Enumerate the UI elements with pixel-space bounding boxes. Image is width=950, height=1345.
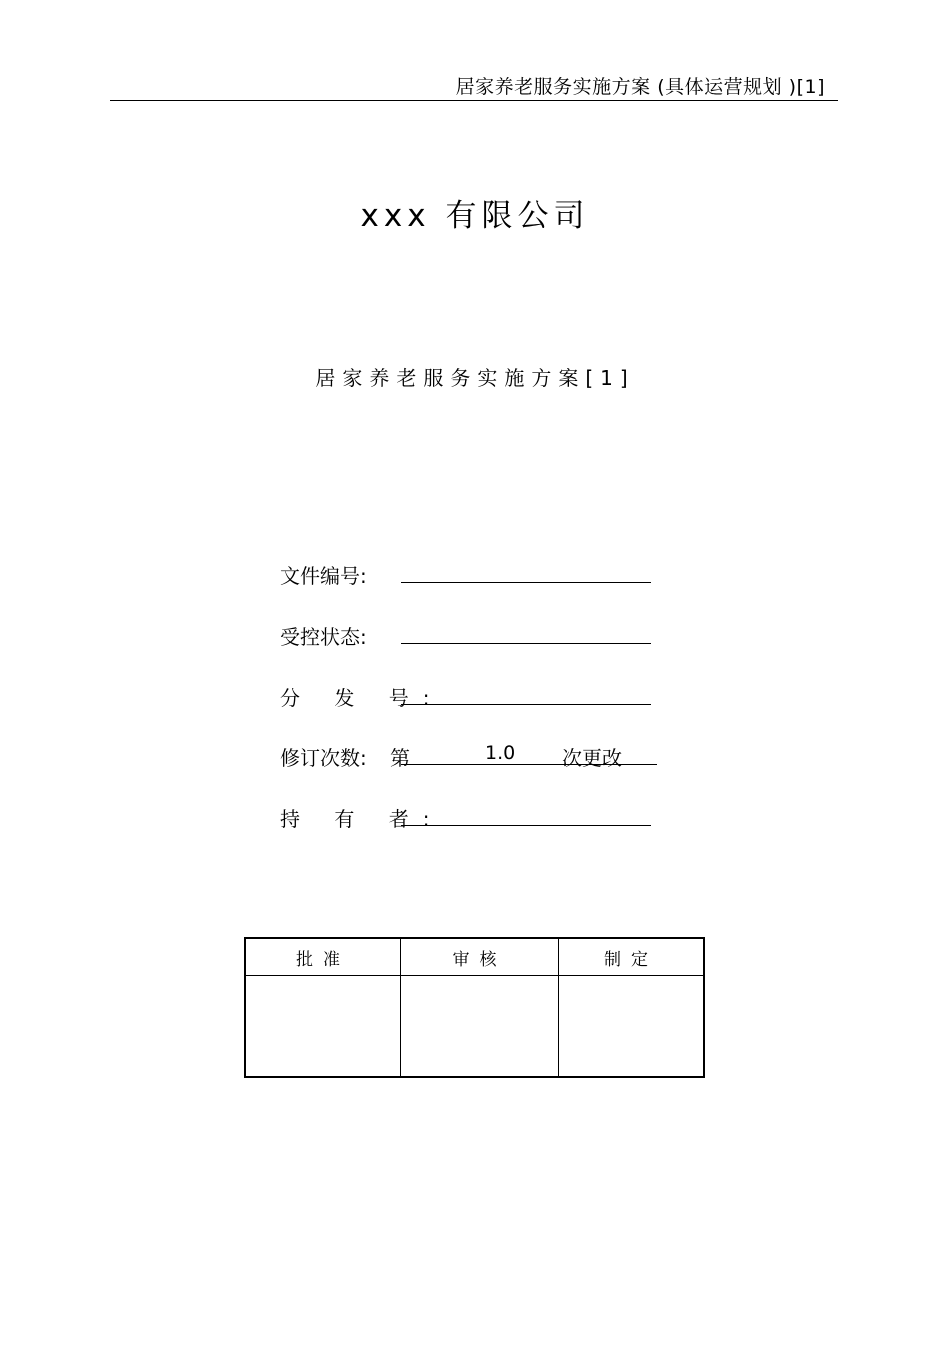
review-signature-cell: [401, 976, 559, 1078]
revision-line: [401, 764, 657, 765]
approval-header-row: [245, 938, 704, 976]
prepare-signature-cell: [559, 976, 705, 1078]
holder-label: 持 有 者:: [280, 807, 444, 831]
running-header: 居家养老服务实施方案 (具体运营规划 )[1]: [455, 76, 825, 98]
prepare-header: 制定: [559, 938, 705, 976]
revision-label: 修订次数:: [280, 746, 367, 770]
control-status-line: [401, 643, 651, 644]
revision-suffix: 次更改: [562, 746, 622, 770]
revision-value: 1.0: [485, 742, 516, 764]
approval-signature-row: [245, 976, 704, 1078]
document-title: 居家养老服务实施方案[1]: [315, 366, 635, 390]
distribution-number-line: [401, 704, 651, 705]
control-status-label: 受控状态:: [280, 625, 367, 649]
revision-prefix: 第: [390, 746, 410, 770]
file-number-label: 文件编号:: [280, 564, 367, 588]
approve-header: 批准: [245, 938, 401, 976]
approve-signature-cell: [245, 976, 401, 1078]
approval-table: [244, 937, 705, 1078]
file-number-line: [401, 582, 651, 583]
distribution-number-label: 分 发 号:: [280, 686, 444, 710]
header-rule: [110, 100, 838, 101]
holder-line: [401, 825, 651, 826]
company-name: xxx 有限公司: [360, 198, 590, 234]
review-header: 审核: [401, 938, 559, 976]
